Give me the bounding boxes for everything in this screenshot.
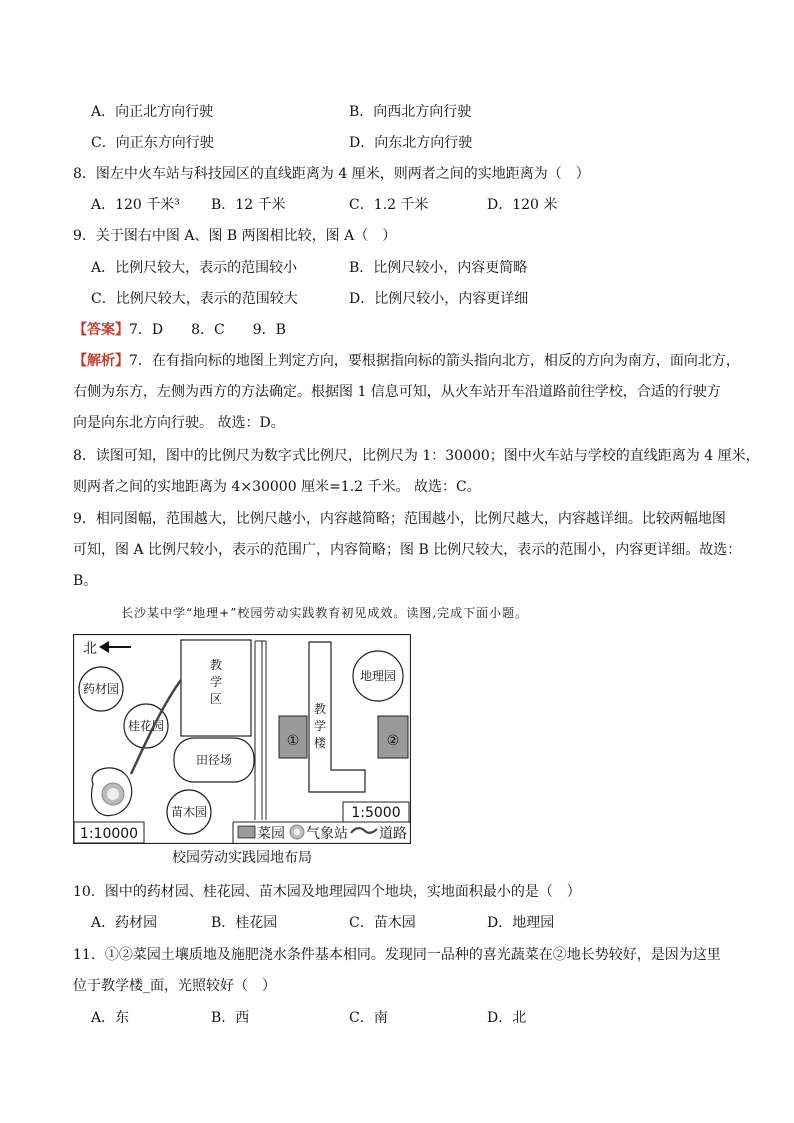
analysis-line-1	[73, 351, 740, 371]
analysis-line-5: 则两者之间的实地距离为 4×30000 厘米=1.2 千米。 故选：C。	[73, 479, 481, 495]
legend-vegetable-label: 菜园	[257, 826, 285, 842]
q9-option-a: A．比例尺较大，表示的范围较小	[91, 260, 298, 276]
weather-station-icon	[102, 783, 124, 805]
q9-option-d: D．比例尺较小，内容更详细	[349, 291, 529, 307]
track-field-label: 田径场	[195, 753, 233, 767]
q11-stem-line-1: 11．①②菜园土壤质地及施肥浇水条件基本相同。发现同一品种的喜光蔬菜在②地长势较好，是因为这里	[73, 947, 721, 963]
teaching-area-char-1: 教	[210, 658, 223, 672]
nursery-label: 苗木园	[170, 805, 208, 819]
scale-left: 1:10000	[79, 826, 139, 842]
scale-right: 1:5000	[351, 805, 401, 821]
analysis-line-3: 向是向东北方向行驶。 故选：D。	[73, 415, 285, 431]
q10-option-a: A．药材园	[91, 915, 158, 931]
legend-vegetable-icon	[238, 826, 255, 838]
plot-2-label: ②	[386, 733, 400, 749]
teaching-building-char-1: 教	[313, 702, 327, 716]
q10-option-b: B．桂花园	[211, 915, 278, 931]
material-intro: 长沙某中学“地理+”校园劳动实践教育初见成效。读图,完成下面小题。	[121, 606, 529, 620]
q9-option-b: B．比例尺较小，内容更简略	[349, 260, 528, 276]
analysis-line-2: 右侧为东方，左侧为西方的方法确定。根据图 1 信息可知，从火车站开车沿道路前往学校，合适的行驶方	[73, 384, 721, 400]
q11-option-d: D．北	[487, 1010, 527, 1026]
q8-option-b: B．12 千米	[211, 197, 286, 213]
analysis-tag: 【解析】	[73, 353, 129, 369]
q8-option-c: C．1.2 千米	[349, 197, 429, 213]
teaching-building-char-3: 楼	[313, 736, 327, 750]
q11-option-c: C．南	[349, 1010, 388, 1026]
map-legend	[233, 822, 410, 843]
q9-stem: 9．关于图右中图 A、图 B 两图相比较，图 A（ ）	[73, 228, 397, 244]
plot-1-label: ①	[286, 733, 300, 749]
osmanthus-garden-label: 桂花园	[127, 719, 165, 733]
q8-stem: 8．图左中火车站与科技园区的直线距离为 4 厘米，则两者之间的实地距离为（ ）	[73, 166, 590, 182]
q11-option-b: B．西	[211, 1010, 250, 1026]
legend-road-label: 道路	[379, 826, 407, 842]
answer-text: 7．D 8．C 9．B	[129, 322, 286, 338]
north-label: 北	[83, 641, 97, 657]
answer-line	[73, 320, 286, 340]
q10-option-d: D．地理园	[487, 915, 555, 931]
q8-option-d: D．120 米	[487, 197, 558, 213]
q11-option-a: A．东	[91, 1010, 130, 1026]
analysis-line-4: 8．读图可知，图中的比例尺为数字式比例尺，比例尺为 1：30000；图中火车站与学校的直线距离为 4 厘米，	[73, 448, 760, 464]
geography-garden-label: 地理园	[359, 669, 397, 683]
analysis-line-7: 可知，图 A 比例尺较小，表示的范围广，内容简略；图 B 比例尺较大，表示的范围小，内容更详细。故选：	[73, 542, 742, 558]
q9-option-c: C．比例尺较大，表示的范围较大	[91, 291, 298, 307]
q7-option-b: B．向西北方向行驶	[349, 104, 472, 120]
map-caption: 校园劳动实践园地布局	[172, 850, 312, 866]
q10-stem: 10．图中的药材园、桂花园、苗木园及地理园四个地块，实地面积最小的是（ ）	[73, 884, 581, 900]
answer-tag: 【答案】	[73, 322, 129, 338]
legend-weather-icon	[290, 825, 304, 839]
medicine-garden-label: 药材园	[82, 682, 120, 696]
teaching-building-char-2: 学	[313, 719, 327, 733]
teaching-area-char-3: 区	[210, 692, 223, 706]
analysis-line-6: 9．相同图幅，范围越大，比例尺越小，内容越简略；范围越小，比例尺越大，内容越详细。比较两幅地图	[73, 511, 726, 527]
q7-option-a: A．向正北方向行驶	[91, 104, 214, 120]
campus-map	[73, 634, 411, 844]
analysis-line-8: B。	[73, 573, 98, 589]
q7-option-d: D．向东北方向行驶	[349, 135, 473, 151]
analysis-text-1: 7．在有指向标的地图上判定方向，要根据指向标的箭头指向北方，相反的方向为南方，面向北方，	[129, 353, 740, 369]
legend-weather-label: 气象站	[306, 826, 348, 842]
q8-option-a: A．120 千米³	[91, 197, 180, 213]
q7-option-c: C．向正东方向行驶	[91, 135, 214, 151]
q11-stem-line-2: 位于教学楼_面，光照较好（ ）	[73, 978, 276, 994]
q10-option-c: C．苗木园	[349, 915, 416, 931]
teaching-area-char-2: 学	[210, 675, 223, 689]
